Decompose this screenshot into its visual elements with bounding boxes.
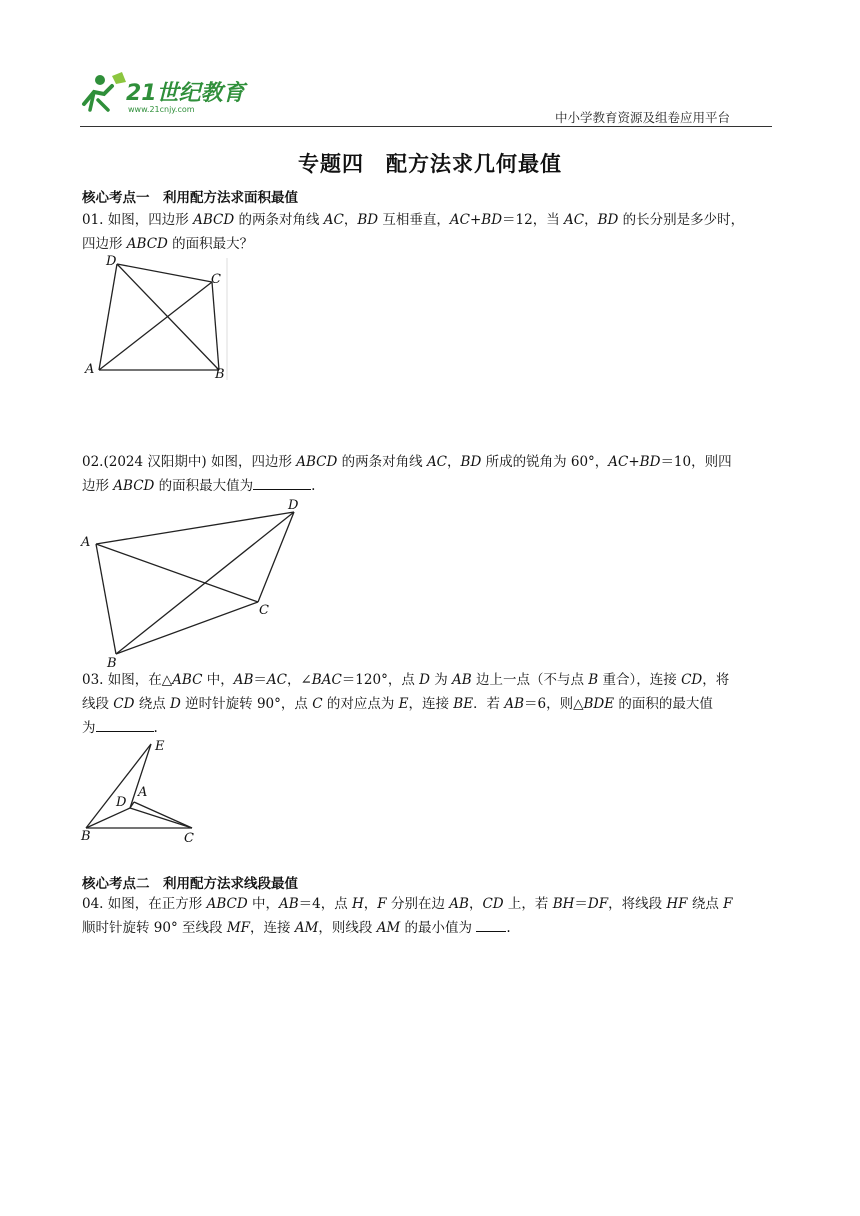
q1-line2: 四边形 ABCD 的面积最大？ bbox=[82, 236, 254, 252]
q3-figure bbox=[78, 736, 208, 848]
logo-url: www.21cnjy.com bbox=[128, 105, 195, 114]
logo-runner-icon bbox=[84, 72, 126, 110]
question-03 bbox=[82, 668, 782, 740]
q3-line1: 03. 如图，在△ABC 中，AB＝AC，∠BAC＝120°，点 D 为 AB 边上一点（不与点 B 重合），连接 CD，将 bbox=[82, 672, 730, 688]
q3-line2: 线段 CD 绕点 D 逆时针旋转 90°，点 C 的对应点为 E，连接 BE．若 AB＝6，则△BDE 的面积的最大值 bbox=[82, 696, 713, 712]
q3-line3: 为 . bbox=[82, 716, 782, 740]
q1-edge-cb bbox=[212, 282, 219, 370]
q2-label-d: D bbox=[288, 498, 299, 513]
q3-edge-ac bbox=[134, 802, 192, 828]
q2-edge-cb bbox=[116, 602, 258, 654]
q3-label-a: A bbox=[138, 785, 148, 800]
platform-name: 中小学教育资源及组卷应用平台 bbox=[555, 110, 731, 125]
q1-label-a: A bbox=[85, 362, 95, 377]
header-divider bbox=[80, 126, 772, 127]
q2-line2: 边形 ABCD 的面积最大值为 . bbox=[82, 474, 782, 498]
q1-edge-ad bbox=[99, 264, 117, 370]
logo-text: 21世纪教育 bbox=[126, 81, 245, 106]
q3-answer-blank bbox=[96, 717, 154, 732]
q2-line1: 02.(2024 汉阳期中) 如图，四边形 ABCD 的两条对角线 AC，BD 所成的锐角为 60°，AC+BD＝10，则四 bbox=[82, 454, 732, 470]
q2-diagonal-bd bbox=[116, 512, 294, 654]
q1-figure bbox=[80, 252, 240, 382]
q2-edge-dc bbox=[258, 512, 294, 602]
q1-label-c: C bbox=[211, 272, 221, 287]
section-heading-1: 核心考点一 利用配方法求面积最值 bbox=[82, 190, 298, 206]
q2-label-c: C bbox=[259, 603, 269, 618]
q3-label-e: E bbox=[155, 739, 165, 754]
q2-figure bbox=[78, 494, 308, 674]
logo-21cnjy bbox=[78, 70, 248, 118]
q1-label-d: D bbox=[106, 254, 117, 269]
q3-edge-db bbox=[86, 808, 130, 828]
page-title: 专题四 配方法求几何最值 bbox=[298, 152, 562, 176]
q2-label-a: A bbox=[81, 535, 91, 550]
q4-line2: 顺时针旋转 90° 至线段 MF，连接 AM，则线段 AM 的最小值为 . bbox=[82, 916, 782, 940]
question-04 bbox=[82, 892, 782, 940]
q3-label-d: D bbox=[116, 795, 127, 810]
q2-answer-blank bbox=[253, 475, 311, 490]
question-02 bbox=[82, 450, 782, 498]
question-01 bbox=[82, 208, 782, 256]
q2-edge-ba bbox=[96, 544, 116, 654]
q2-label-b: B bbox=[107, 656, 117, 671]
q3-label-c: C bbox=[184, 831, 194, 846]
q1-label-b: B bbox=[215, 367, 225, 382]
q1-diagonal-ac bbox=[99, 282, 212, 370]
q3-label-b: B bbox=[81, 829, 91, 844]
q3-edge-dc bbox=[130, 808, 192, 828]
q1-line1: 01. 如图，四边形 ABCD 的两条对角线 AC，BD 互相垂直，AC+BD＝12，当 AC，BD 的长分别是多少时， bbox=[82, 212, 745, 228]
q4-answer-blank bbox=[476, 917, 506, 932]
q4-line1: 04. 如图，在正方形 ABCD 中，AB＝4，点 H，F 分别在边 AB，CD 上，若 BH＝DF，将线段 HF 绕点 F bbox=[82, 896, 733, 912]
section-heading-2: 核心考点二 利用配方法求线段最值 bbox=[82, 876, 298, 892]
q2-edge-ad bbox=[96, 512, 294, 544]
q2-diagonal-ac bbox=[96, 544, 258, 602]
